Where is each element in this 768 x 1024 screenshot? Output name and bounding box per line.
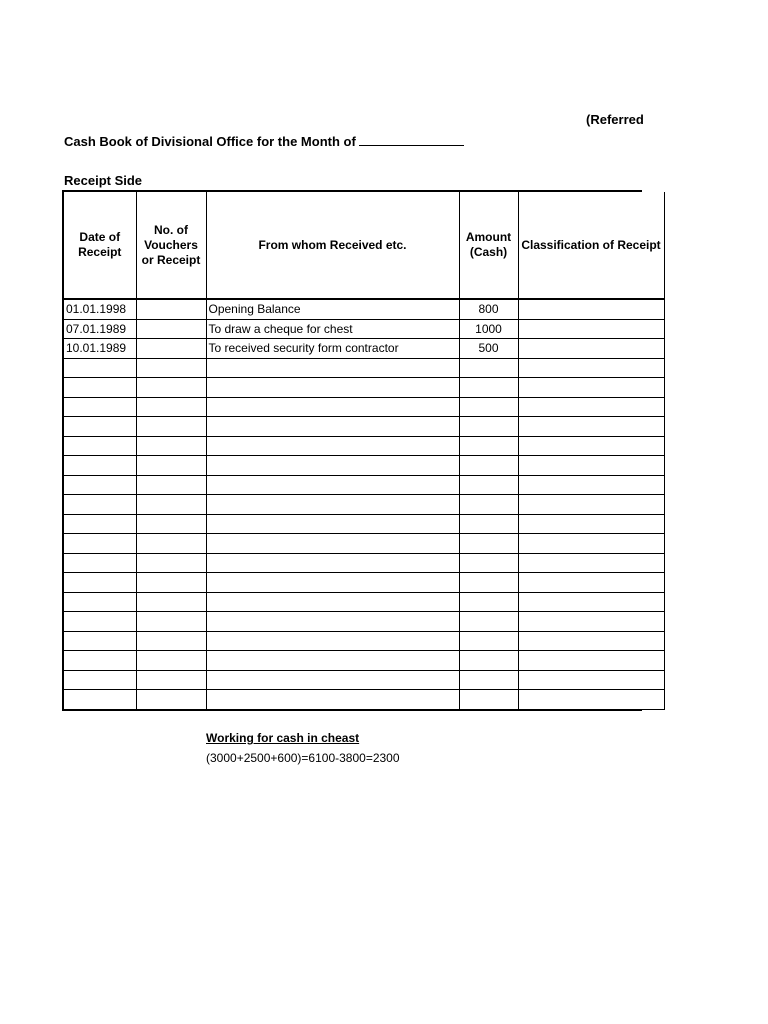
cell-voucher xyxy=(136,612,206,632)
cell-amount xyxy=(459,651,518,671)
cell-from xyxy=(206,670,459,690)
cell-from xyxy=(206,690,459,710)
empty-table-row xyxy=(64,573,664,593)
cell-classification xyxy=(518,592,664,612)
empty-table-row xyxy=(64,553,664,573)
cell-date xyxy=(64,573,136,593)
cell-voucher xyxy=(136,495,206,515)
section-label: Receipt Side xyxy=(64,173,143,188)
cell-date xyxy=(64,690,136,710)
cell-amount xyxy=(459,397,518,417)
cell-from xyxy=(206,573,459,593)
cell-from xyxy=(206,358,459,378)
month-blank-line xyxy=(359,133,464,146)
table-row xyxy=(64,319,664,339)
cell-classification xyxy=(518,417,664,437)
working-title: Working for cash in cheast xyxy=(206,731,360,745)
cell-from xyxy=(206,456,459,476)
empty-table-row xyxy=(64,475,664,495)
empty-table-row xyxy=(64,690,664,710)
cell-classification xyxy=(518,514,664,534)
cell-date xyxy=(64,417,136,437)
cell-voucher xyxy=(136,690,206,710)
cell-classification xyxy=(518,651,664,671)
cell-from xyxy=(206,436,459,456)
cell-voucher xyxy=(136,339,206,359)
cell-classification xyxy=(518,495,664,515)
cell-amount xyxy=(459,495,518,515)
empty-table-row xyxy=(64,651,664,671)
cell-voucher xyxy=(136,631,206,651)
cell-date xyxy=(64,358,136,378)
cell-from xyxy=(206,553,459,573)
cell-from xyxy=(206,612,459,632)
cell-classification xyxy=(518,475,664,495)
cell-from xyxy=(206,495,459,515)
cell-voucher xyxy=(136,436,206,456)
cell-classification xyxy=(518,631,664,651)
cell-from xyxy=(206,417,459,437)
cell-classification xyxy=(518,436,664,456)
cell-classification xyxy=(518,378,664,398)
cash-book-table xyxy=(64,192,665,710)
cell-amount xyxy=(459,573,518,593)
cell-date xyxy=(64,612,136,632)
cell-from: To received security form contractor xyxy=(206,339,459,359)
cell-amount: 1000 xyxy=(459,319,518,339)
cell-date: 01.01.1998 xyxy=(64,299,136,319)
title-text: Cash Book of Divisional Office for the Month of xyxy=(64,134,356,149)
empty-table-row xyxy=(64,592,664,612)
cell-classification xyxy=(518,573,664,593)
cash-book-table-frame xyxy=(62,190,661,711)
empty-table-row xyxy=(64,456,664,476)
cell-voucher xyxy=(136,319,206,339)
cell-date xyxy=(64,495,136,515)
header-from-whom: From whom Received etc. xyxy=(206,192,459,299)
cell-voucher xyxy=(136,456,206,476)
cell-amount xyxy=(459,378,518,398)
cell-amount xyxy=(459,670,518,690)
cell-voucher xyxy=(136,534,206,554)
cell-amount xyxy=(459,534,518,554)
cell-classification xyxy=(518,358,664,378)
cell-voucher xyxy=(136,553,206,573)
cell-date xyxy=(64,534,136,554)
cell-amount xyxy=(459,612,518,632)
cell-voucher xyxy=(136,397,206,417)
cell-amount xyxy=(459,475,518,495)
table-row xyxy=(64,299,664,319)
empty-table-row xyxy=(64,417,664,437)
empty-table-row xyxy=(64,514,664,534)
cell-date xyxy=(64,514,136,534)
cell-voucher xyxy=(136,378,206,398)
cell-classification xyxy=(518,456,664,476)
empty-table-row xyxy=(64,378,664,398)
empty-table-row xyxy=(64,612,664,632)
cell-classification xyxy=(518,553,664,573)
cell-amount xyxy=(459,631,518,651)
cell-date xyxy=(64,397,136,417)
cell-date: 07.01.1989 xyxy=(64,319,136,339)
cell-voucher xyxy=(136,358,206,378)
cell-from xyxy=(206,378,459,398)
cell-amount xyxy=(459,514,518,534)
cell-voucher xyxy=(136,592,206,612)
header-classification: Classification of Receipt xyxy=(518,192,664,299)
cell-classification xyxy=(518,339,664,359)
cell-date xyxy=(64,670,136,690)
cell-classification xyxy=(518,612,664,632)
header-date: Date of Receipt xyxy=(64,192,136,299)
cell-classification xyxy=(518,690,664,710)
cell-classification xyxy=(518,397,664,417)
cell-from xyxy=(206,592,459,612)
cell-date xyxy=(64,592,136,612)
empty-table-row xyxy=(64,670,664,690)
cell-from xyxy=(206,631,459,651)
cell-classification xyxy=(518,670,664,690)
cell-voucher xyxy=(136,299,206,319)
cell-amount xyxy=(459,553,518,573)
empty-table-row xyxy=(64,436,664,456)
empty-table-row xyxy=(64,358,664,378)
cell-classification xyxy=(518,319,664,339)
empty-table-row xyxy=(64,534,664,554)
cell-classification xyxy=(518,534,664,554)
cell-date xyxy=(64,378,136,398)
cell-from: To draw a cheque for chest xyxy=(206,319,459,339)
page-title xyxy=(64,133,464,149)
cell-voucher xyxy=(136,651,206,671)
cell-from xyxy=(206,534,459,554)
header-vouchers: No. of Vouchers or Receipt xyxy=(136,192,206,299)
cell-from xyxy=(206,397,459,417)
cell-from xyxy=(206,651,459,671)
cell-voucher xyxy=(136,573,206,593)
cell-voucher xyxy=(136,670,206,690)
cell-date xyxy=(64,456,136,476)
cell-date xyxy=(64,553,136,573)
working-formula: (3000+2500+600)=6100-3800=2300 xyxy=(206,751,400,765)
cell-voucher xyxy=(136,417,206,437)
cell-date xyxy=(64,475,136,495)
table-row xyxy=(64,339,664,359)
table-header-row xyxy=(64,192,664,299)
cell-amount xyxy=(459,690,518,710)
empty-table-row xyxy=(64,631,664,651)
cell-voucher xyxy=(136,475,206,495)
header-amount: Amount (Cash) xyxy=(459,192,518,299)
cell-amount: 500 xyxy=(459,339,518,359)
cell-date xyxy=(64,651,136,671)
cell-from xyxy=(206,514,459,534)
empty-table-row xyxy=(64,397,664,417)
cell-from xyxy=(206,475,459,495)
cell-amount xyxy=(459,417,518,437)
cell-amount xyxy=(459,358,518,378)
reference-note: (Referred xyxy=(586,112,644,127)
cell-amount xyxy=(459,456,518,476)
cell-amount xyxy=(459,592,518,612)
cell-voucher xyxy=(136,514,206,534)
cell-amount xyxy=(459,436,518,456)
cell-from: Opening Balance xyxy=(206,299,459,319)
empty-table-row xyxy=(64,495,664,515)
cell-date xyxy=(64,436,136,456)
cell-classification xyxy=(518,299,664,319)
cell-date: 10.01.1989 xyxy=(64,339,136,359)
cell-amount: 800 xyxy=(459,299,518,319)
cell-date xyxy=(64,631,136,651)
